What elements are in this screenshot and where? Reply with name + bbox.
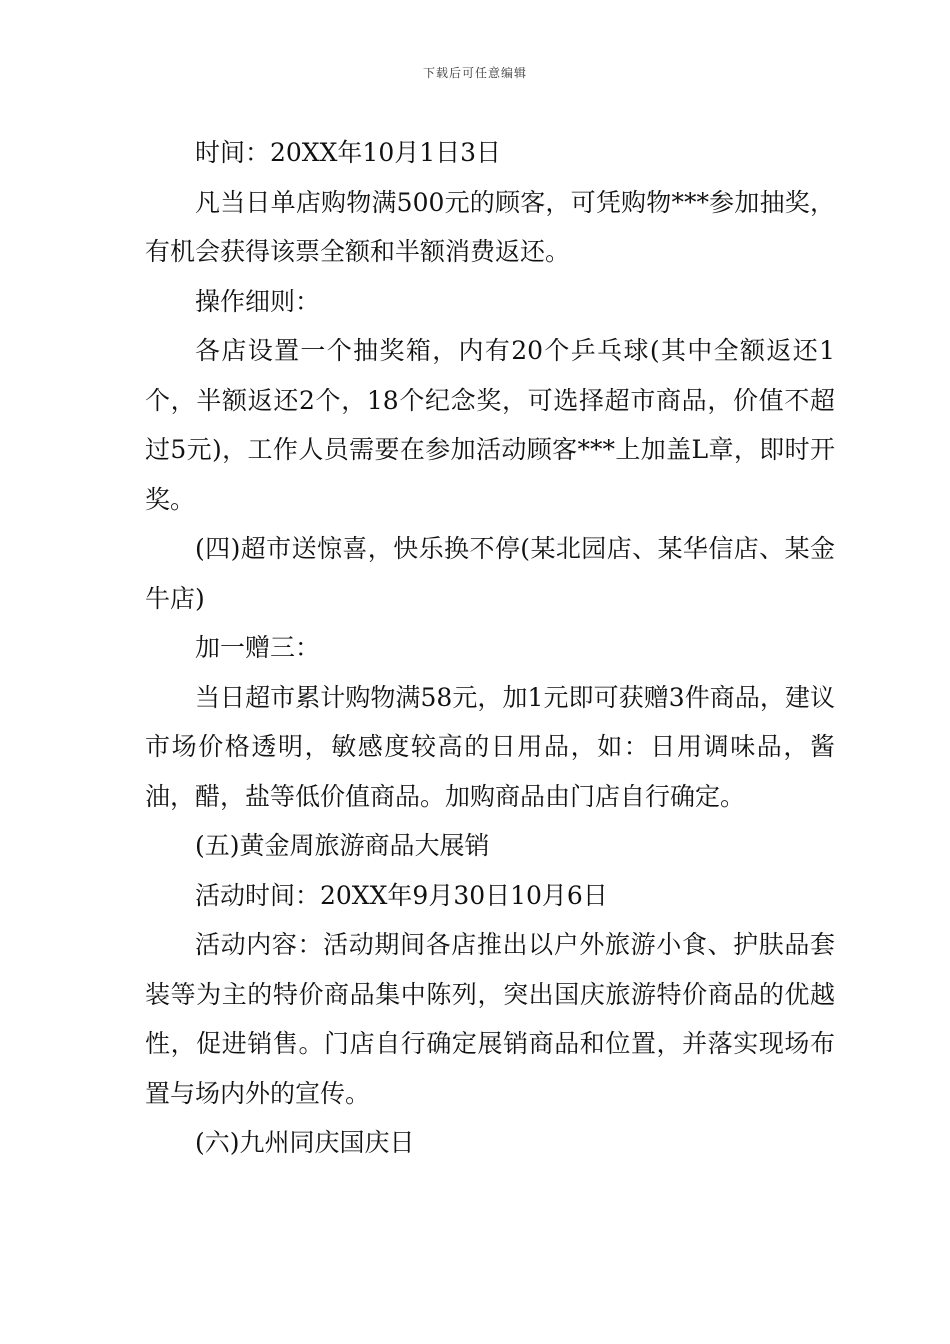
page-header: 下载后可任意编辑: [422, 66, 527, 80]
section-heading-4: (四)超市送惊喜，快乐换不停(某北园店、某华信店、某金牛店): [145, 534, 835, 613]
paragraph-time: 时间：20XX年10月1日3日: [195, 138, 502, 167]
paragraph-rules-detail: 各店设置一个抽奖箱，内有20个乒乓球(其中全额返还1个，半额返还2个，18个纪念奖，可选择超市商品，价值不超过5元)，工作人员需要在参加活动顾客***上加盖L章，即时开奖。: [145, 336, 835, 514]
section-heading-6: (六)九州同庆国庆日: [195, 1128, 415, 1157]
paragraph-rules-heading: 操作细则：: [195, 286, 321, 316]
paragraph-activity-content: 活动内容：活动期间各店推出以户外旅游小食、护肤品套装等为主的特价商品集中陈列，突出国庆旅游特价商品的优越性，促进销售。门店自行确定展销商品和位置，并落实现场布置与场内外的宣传。: [145, 930, 835, 1108]
paragraph-lottery-offer: 凡当日单店购物满500元的顾客，可凭购物***参加抽奖，有机会获得该票全额和半额消费返还。: [145, 187, 835, 266]
section-heading-5: (五)黄金周旅游商品大展销: [195, 831, 490, 860]
paragraph-activity-time: 活动时间：20XX年9月30日10月6日: [195, 880, 608, 910]
paragraph-add-one-detail: 当日超市累计购物满58元，加1元即可获赠3件商品，建议市场价格透明，敏感度较高的日用品，如：日用调味品，酱油，醋，盐等低价值商品。加购商品由门店自行确定。: [145, 682, 835, 811]
paragraph-add-one-heading: 加一赠三：: [195, 633, 321, 662]
document-body: [145, 128, 835, 1168]
